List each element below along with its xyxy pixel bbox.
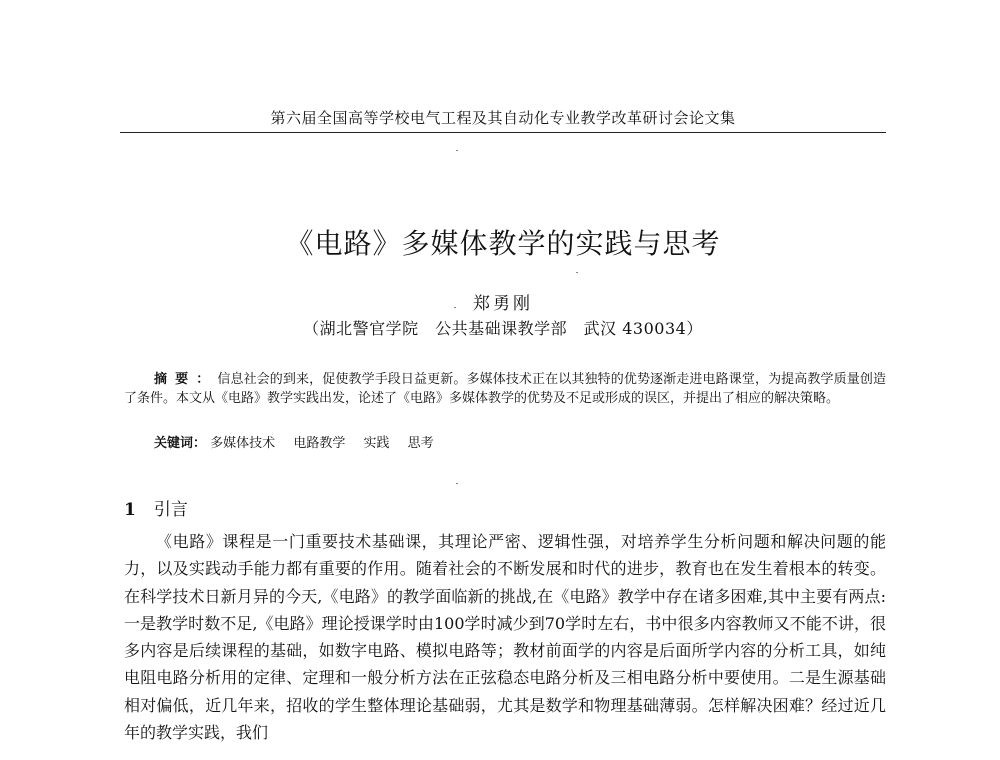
section-title: 引言 (153, 500, 188, 520)
abstract (124, 370, 886, 408)
author-affiliation: （湖北警官学院 公共基础课教学部 武汉 430034） (303, 319, 703, 338)
keyword-item: 思考 (407, 436, 434, 451)
keyword-item: 多媒体技术 (210, 436, 276, 451)
body-paragraph: 《电路》课程是一门重要技术基础课，其理论严密、逻辑性强，对培养学生分析问题和解决问题的能力，以及实践动手能力都有重要的作用。随着社会的不断发展和时代的进步，教育也在发生着根本的转变。在科学技术日新月异的今天,《电路》的教学面临新的挑战,在《电路》教学中存在诸多困难,其中主要有两点:一是教学时数不足,《电路》理论授课学时由100学时减少到70学时左右，书中很多内容教师又不能不讲，很多内容是后续课程的基础，如数字电路、模拟电路等；教材前面学的内容是后面所学内容的分析工具，如纯电阻电路分析用的定律、定理和一般分析方法在正弦稳态电路分析及三相电路分析中要使用。二是生源基础相对偏低，近几年来，招收的学生整体理论基础弱，尤其是数学和物理基础薄弱。怎样解决困难？经过近几年的教学实践，我们 (124, 532, 886, 743)
paper-title: 《电路》多媒体教学的实践与思考 (285, 227, 721, 260)
scan-speck (576, 272, 578, 273)
scan-speck (454, 307, 456, 308)
scan-speck (456, 483, 458, 484)
scan-speck (456, 150, 458, 151)
header-rule (120, 132, 886, 133)
section-heading (124, 495, 188, 520)
keyword-item: 电路教学 (293, 436, 346, 451)
running-header: 第六届全国高等学校电气工程及其自动化专业教学改革研讨会论文集 (270, 109, 736, 127)
author-name: 郑勇刚 (473, 294, 533, 314)
section-number: 1 (124, 500, 136, 520)
keyword-item: 实践 (363, 436, 390, 451)
keywords (154, 434, 886, 453)
keywords-label: 关键词： (154, 436, 207, 451)
abstract-label: 摘要： (154, 372, 218, 387)
abstract-text: 信息社会的到来，促使教学手段日益更新。多媒体技术正在以其独特的优势逐渐走进电路课堂，为提高教学质量创造了条件。本文从《电路》教学实践出发，论述了《电路》多媒体教学的优势及不足或形成的误区，并提出了相应的解决策略。 (124, 372, 886, 406)
